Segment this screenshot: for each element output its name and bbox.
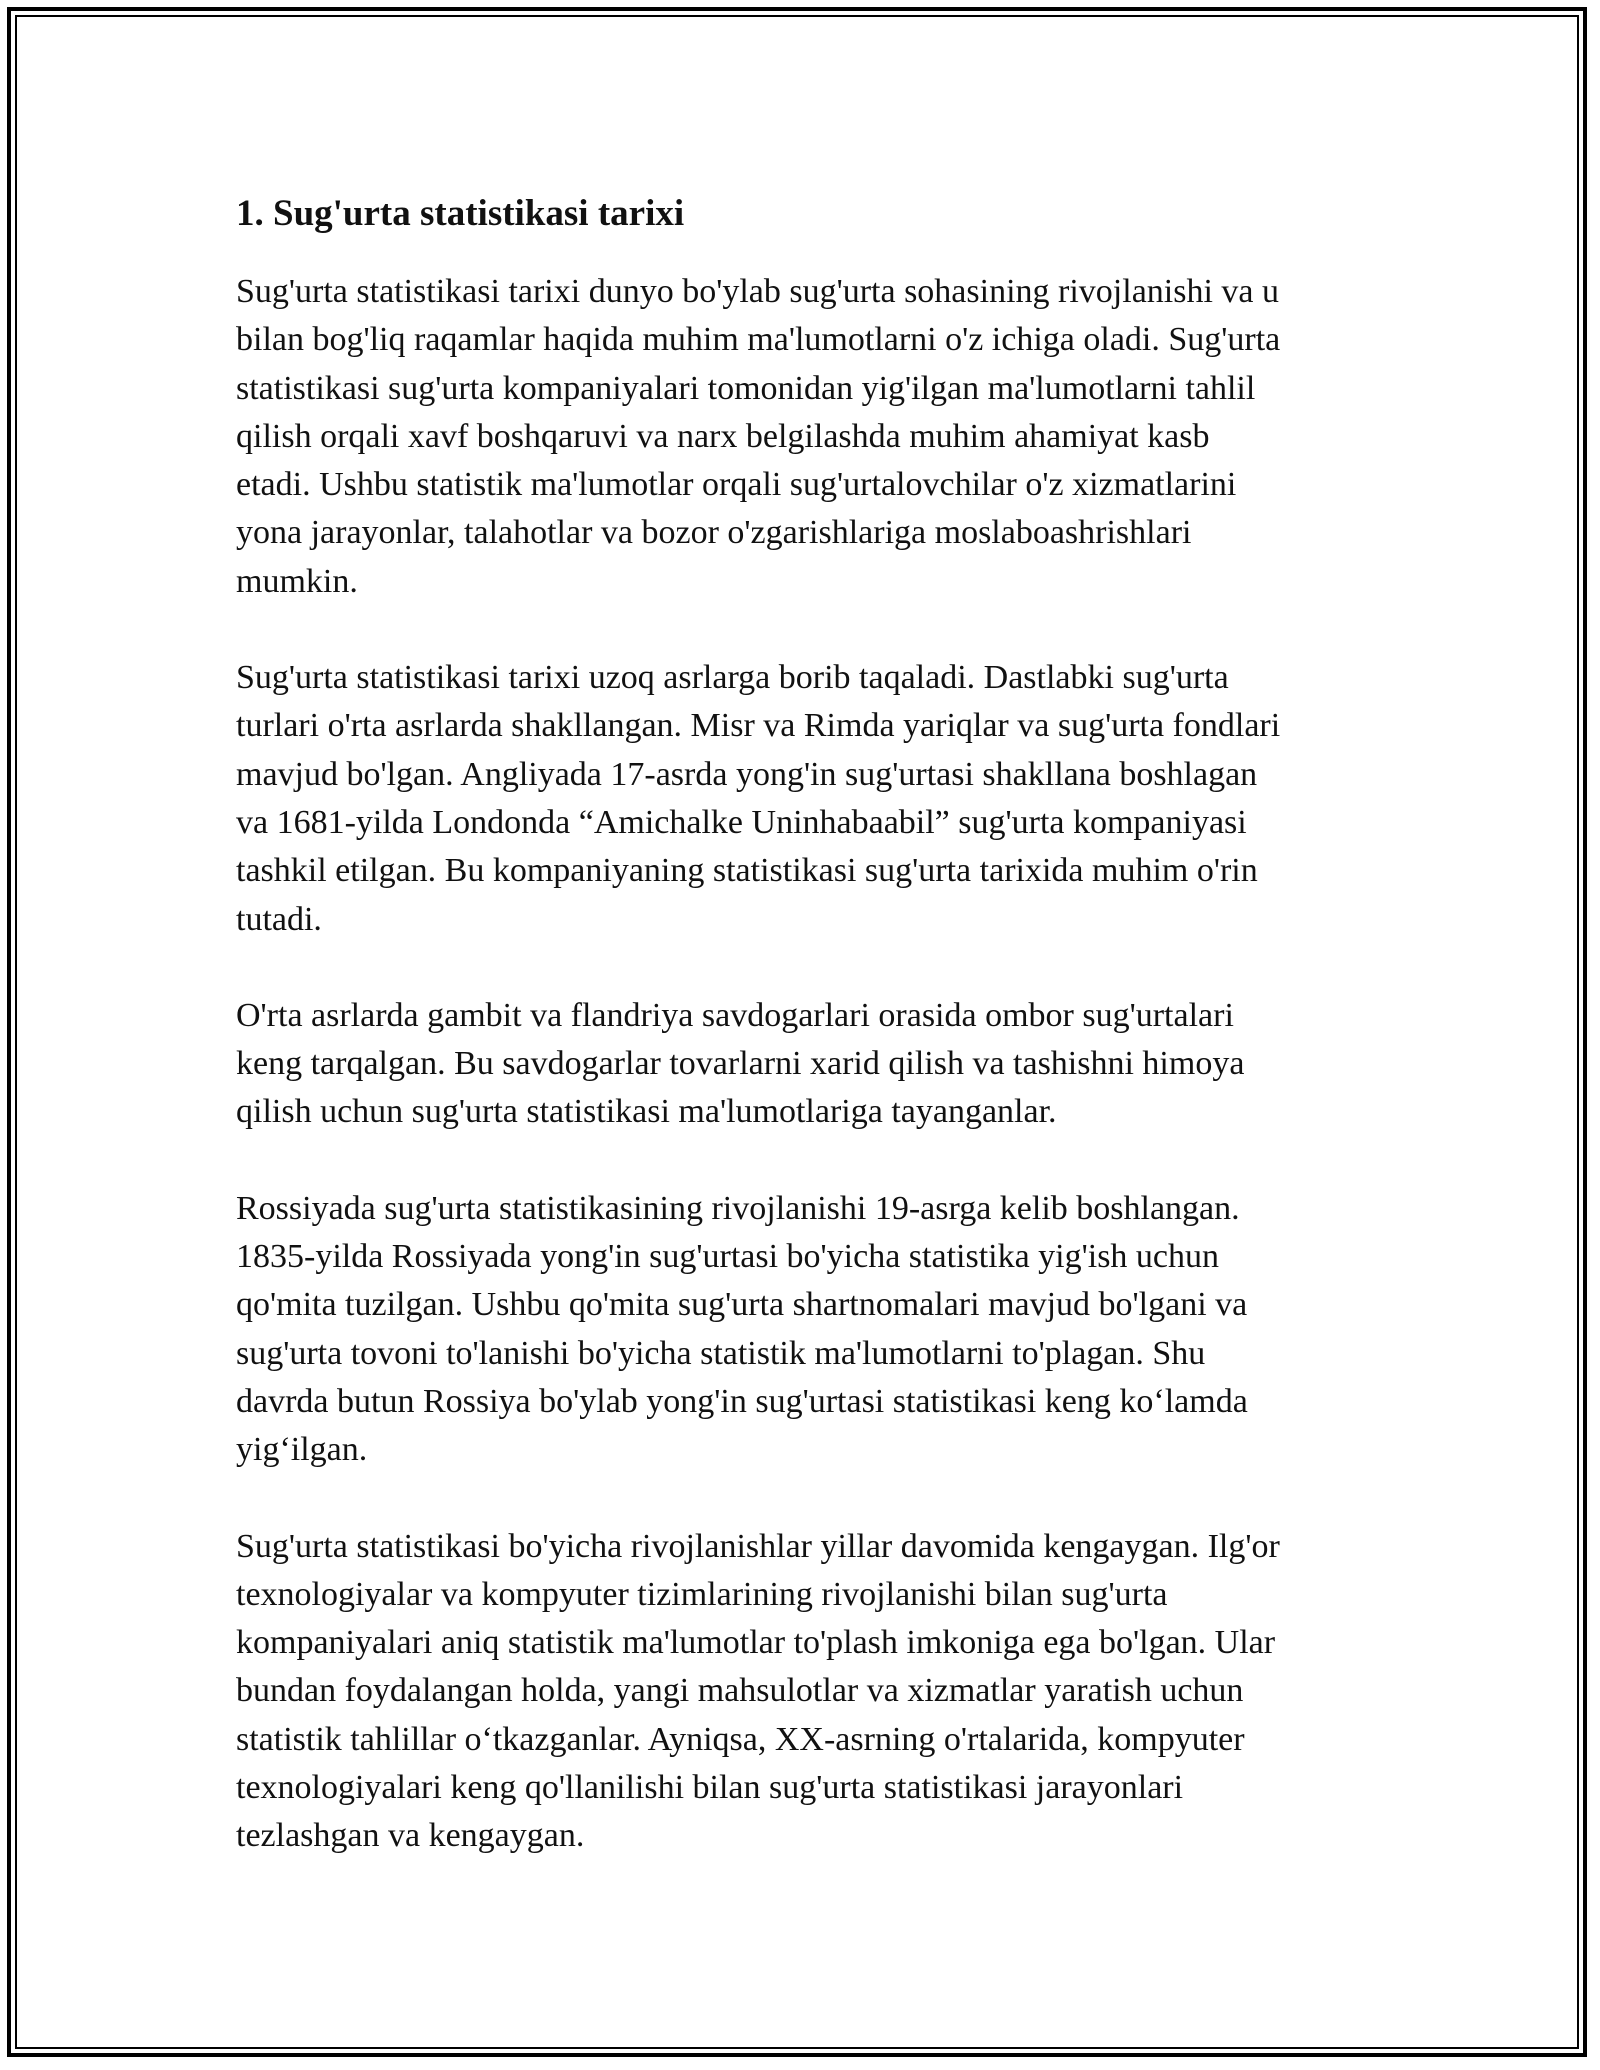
paragraph-line: statistik tahlillar o‘tkazganlar. Ayniqsa, XX-asrning o'rtalarida, kompyuter <box>236 1720 1245 1758</box>
paragraph-line: O'rta asrlarda gambit va flandriya savdogarlari orasida ombor sug'urtalari <box>236 996 1234 1034</box>
paragraph-line: mumkin. <box>236 562 358 600</box>
paragraph <box>236 1523 1371 1861</box>
paragraph-line: Sug'urta statistikasi tarixi uzoq asrlarga borib taqaladi. Dastlabki sug'urta <box>236 659 1229 697</box>
paragraph-line: yig‘ilgan. <box>236 1431 368 1469</box>
paragraph-line: etadi. Ushbu statistik ma'lumotlar orqali sug'urtalovchilar o'z xizmatlarini <box>236 466 1237 504</box>
paragraph <box>236 268 1371 606</box>
paragraph-line: qilish uchun sug'urta statistikasi ma'lumotlariga tayanganlar. <box>236 1093 1057 1131</box>
paragraph-line: tashkil etilgan. Bu kompaniyaning statistikasi sug'urta tarixida muhim o'rin <box>236 852 1258 890</box>
paragraph-line: tezlashgan va kengaygan. <box>236 1817 585 1855</box>
paragraph <box>236 1185 1371 1475</box>
paragraph-line: yona jarayonlar, talahotlar va bozor o'zgarishlariga moslaboashrishlari <box>236 514 1192 552</box>
paragraph-line: 1835-yilda Rossiyada yong'in sug'urtasi bo'yicha statistika yig'ish uchun <box>236 1238 1220 1276</box>
paragraph <box>236 654 1371 944</box>
paragraph-line: texnologiyalar va kompyuter tizimlarining rivojlanishi bilan sug'urta <box>236 1575 1168 1613</box>
document-body <box>236 188 1371 1909</box>
paragraph-line: qilish orqali xavf boshqaruvi va narx belgilashda muhim ahamiyat kasb <box>236 417 1210 455</box>
paragraph-line: bilan bog'liq raqamlar haqida muhim ma'lumotlarni o'z ichiga oladi. Sug'urta <box>236 321 1281 359</box>
paragraph-line: kompaniyalari aniq statistik ma'lumotlar to'plash imkoniga ega bo'lgan. Ular <box>236 1624 1276 1662</box>
paragraph-line: tutadi. <box>236 900 322 938</box>
section-heading: 1. Sug'urta statistikasi tarixi <box>236 193 685 234</box>
paragraph-line: turlari o'rta asrlarda shakllangan. Misr va Rimda yariqlar va sug'urta fondlari <box>236 707 1281 745</box>
paragraph-line: Rossiyada sug'urta statistikasining rivojlanishi 19-asrga kelib boshlangan. <box>236 1189 1240 1227</box>
paragraph-line: texnologiyalari keng qo'llanilishi bilan sug'urta statistikasi jarayonlari <box>236 1769 1184 1807</box>
paragraph <box>236 992 1371 1137</box>
paragraph-line: mavjud bo'lgan. Angliyada 17-asrda yong'in sug'urtasi shakllana boshlagan <box>236 755 1258 793</box>
paragraph-line: Sug'urta statistikasi bo'yicha rivojlanishlar yillar davomida kengaygan. Ilg'or <box>236 1527 1280 1565</box>
paragraphs-container <box>236 268 1371 1861</box>
paragraph-line: bundan foydalangan holda, yangi mahsulotlar va xizmatlar yaratish uchun <box>236 1672 1244 1710</box>
paragraph-line: keng tarqalgan. Bu savdogarlar tovarlarni xarid qilish va tashishni himoya <box>236 1045 1245 1083</box>
paragraph-line: Sug'urta statistikasi tarixi dunyo bo'ylab sug'urta sohasining rivojlanishi va u <box>236 273 1279 310</box>
paragraph-line: davrda butun Rossiya bo'ylab yong'in sug'urtasi statistikasi keng ko‘lamda <box>236 1382 1248 1420</box>
paragraph-line: qo'mita tuzilgan. Ushbu qo'mita sug'urta shartnomalari mavjud bo'lgani va <box>236 1286 1248 1324</box>
paragraph-line: va 1681-yilda Londonda “Amichalke Uninhabaabil” sug'urta kompaniyasi <box>236 803 1247 841</box>
paragraph-line: sug'urta tovoni to'lanishi bo'yicha statistik ma'lumotlarni to'plagan. Shu <box>236 1334 1206 1372</box>
paragraph-line: statistikasi sug'urta kompaniyalari tomonidan yig'ilgan ma'lumotlarni tahlil <box>236 369 1256 407</box>
